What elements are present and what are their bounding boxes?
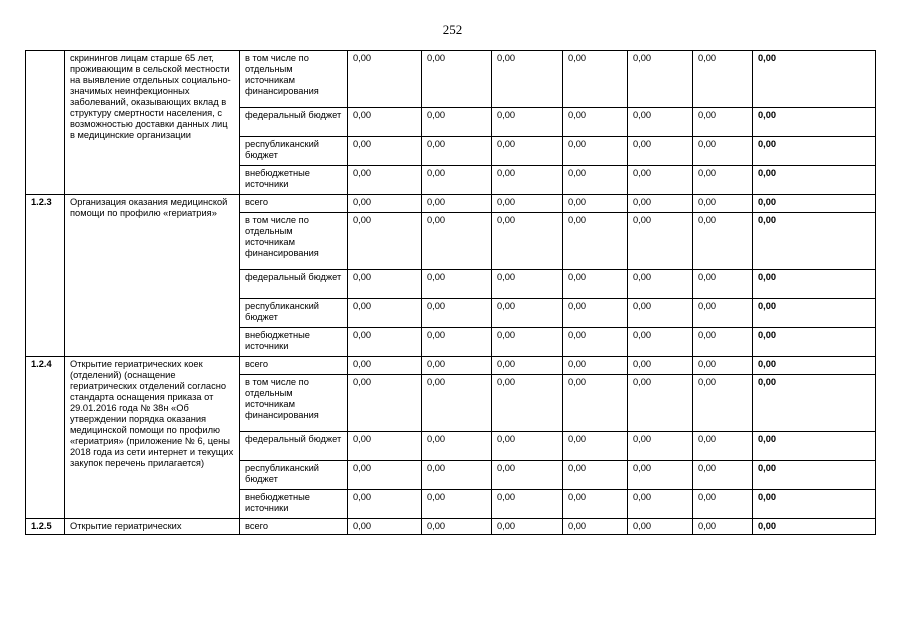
funding-source-label: республиканский бюджет xyxy=(240,461,348,490)
amount-total-cell: 0,00 xyxy=(753,519,876,535)
amount-total-cell: 0,00 xyxy=(753,166,876,195)
item-description: Организация оказания медицинской помощи по профилю «гериатрия» xyxy=(65,195,240,357)
amount-cell: 0,00 xyxy=(492,490,563,519)
amount-total-cell: 0,00 xyxy=(753,357,876,375)
funding-source-label: всего xyxy=(240,195,348,213)
item-description: Открытие гериатрических коек (отделений) (оснащение гериатрических отделений согласно стандарта оснащения приказа от 29.01.2016 года № 38н «Об утверждении порядка оказания медицинской помощи по профилю «гериатрия» (приложение № 6, цены 2018 года из сети интернет и текущих закупок перечень прилагается) xyxy=(65,357,240,519)
amount-cell: 0,00 xyxy=(693,432,753,461)
amount-cell: 0,00 xyxy=(348,432,422,461)
amount-cell: 0,00 xyxy=(422,137,492,166)
amount-cell: 0,00 xyxy=(563,328,628,357)
amount-total-cell: 0,00 xyxy=(753,375,876,432)
amount-cell: 0,00 xyxy=(563,299,628,328)
amount-total-cell: 0,00 xyxy=(753,461,876,490)
amount-cell: 0,00 xyxy=(693,137,753,166)
amount-cell: 0,00 xyxy=(422,299,492,328)
amount-cell: 0,00 xyxy=(348,519,422,535)
amount-cell: 0,00 xyxy=(348,213,422,270)
amount-total-cell: 0,00 xyxy=(753,51,876,108)
amount-total-cell: 0,00 xyxy=(753,328,876,357)
amount-cell: 0,00 xyxy=(492,375,563,432)
funding-source-label: всего xyxy=(240,357,348,375)
amount-cell: 0,00 xyxy=(348,166,422,195)
amount-cell: 0,00 xyxy=(693,166,753,195)
amount-cell: 0,00 xyxy=(563,490,628,519)
amount-cell: 0,00 xyxy=(628,328,693,357)
amount-cell: 0,00 xyxy=(563,195,628,213)
amount-total-cell: 0,00 xyxy=(753,195,876,213)
amount-cell: 0,00 xyxy=(693,357,753,375)
amount-cell: 0,00 xyxy=(492,299,563,328)
funding-source-label: внебюджетные источники xyxy=(240,328,348,357)
table-row xyxy=(26,195,876,213)
funding-source-label: республиканский бюджет xyxy=(240,299,348,328)
amount-cell: 0,00 xyxy=(422,51,492,108)
amount-total-cell: 0,00 xyxy=(753,432,876,461)
amount-cell: 0,00 xyxy=(628,519,693,535)
amount-cell: 0,00 xyxy=(492,432,563,461)
amount-cell: 0,00 xyxy=(422,213,492,270)
amount-cell: 0,00 xyxy=(628,270,693,299)
amount-cell: 0,00 xyxy=(628,299,693,328)
amount-cell: 0,00 xyxy=(563,51,628,108)
funding-source-label: внебюджетные источники xyxy=(240,166,348,195)
item-number xyxy=(26,51,65,195)
amount-cell: 0,00 xyxy=(628,432,693,461)
amount-cell: 0,00 xyxy=(628,490,693,519)
amount-cell: 0,00 xyxy=(693,490,753,519)
amount-cell: 0,00 xyxy=(348,375,422,432)
amount-total-cell: 0,00 xyxy=(753,299,876,328)
amount-cell: 0,00 xyxy=(693,108,753,137)
amount-cell: 0,00 xyxy=(422,432,492,461)
amount-cell: 0,00 xyxy=(693,519,753,535)
amount-total-cell: 0,00 xyxy=(753,213,876,270)
amount-cell: 0,00 xyxy=(563,357,628,375)
funding-source-label: федеральный бюджет xyxy=(240,108,348,137)
amount-cell: 0,00 xyxy=(422,461,492,490)
budget-table xyxy=(25,50,876,535)
amount-cell: 0,00 xyxy=(348,51,422,108)
amount-cell: 0,00 xyxy=(422,166,492,195)
amount-cell: 0,00 xyxy=(693,461,753,490)
funding-source-label: федеральный бюджет xyxy=(240,432,348,461)
amount-total-cell: 0,00 xyxy=(753,108,876,137)
amount-cell: 0,00 xyxy=(563,519,628,535)
amount-cell: 0,00 xyxy=(492,357,563,375)
amount-cell: 0,00 xyxy=(693,375,753,432)
item-number: 1.2.5 xyxy=(26,519,65,535)
amount-cell: 0,00 xyxy=(492,137,563,166)
amount-cell: 0,00 xyxy=(492,195,563,213)
amount-cell: 0,00 xyxy=(563,461,628,490)
amount-cell: 0,00 xyxy=(563,137,628,166)
amount-cell: 0,00 xyxy=(348,328,422,357)
amount-cell: 0,00 xyxy=(492,461,563,490)
amount-total-cell: 0,00 xyxy=(753,490,876,519)
amount-cell: 0,00 xyxy=(348,270,422,299)
amount-cell: 0,00 xyxy=(492,213,563,270)
table-row xyxy=(26,357,876,375)
amount-total-cell: 0,00 xyxy=(753,270,876,299)
amount-total-cell: 0,00 xyxy=(753,137,876,166)
amount-cell: 0,00 xyxy=(693,213,753,270)
amount-cell: 0,00 xyxy=(348,461,422,490)
amount-cell: 0,00 xyxy=(422,328,492,357)
amount-cell: 0,00 xyxy=(492,108,563,137)
amount-cell: 0,00 xyxy=(693,195,753,213)
amount-cell: 0,00 xyxy=(563,375,628,432)
amount-cell: 0,00 xyxy=(422,375,492,432)
amount-cell: 0,00 xyxy=(628,375,693,432)
item-number: 1.2.3 xyxy=(26,195,65,357)
amount-cell: 0,00 xyxy=(492,270,563,299)
amount-cell: 0,00 xyxy=(422,519,492,535)
amount-cell: 0,00 xyxy=(422,490,492,519)
amount-cell: 0,00 xyxy=(348,299,422,328)
item-number: 1.2.4 xyxy=(26,357,65,519)
funding-source-label: в том числе по отдельным источникам финансирования xyxy=(240,375,348,432)
funding-source-label: в том числе по отдельным источникам финансирования xyxy=(240,51,348,108)
funding-source-label: федеральный бюджет xyxy=(240,270,348,299)
table-row xyxy=(26,51,876,108)
amount-cell: 0,00 xyxy=(563,213,628,270)
amount-cell: 0,00 xyxy=(628,213,693,270)
amount-cell: 0,00 xyxy=(628,137,693,166)
funding-source-label: республиканский бюджет xyxy=(240,137,348,166)
amount-cell: 0,00 xyxy=(693,299,753,328)
amount-cell: 0,00 xyxy=(422,195,492,213)
amount-cell: 0,00 xyxy=(693,270,753,299)
amount-cell: 0,00 xyxy=(693,328,753,357)
item-description: Открытие гериатрических xyxy=(65,519,240,535)
amount-cell: 0,00 xyxy=(563,166,628,195)
amount-cell: 0,00 xyxy=(348,195,422,213)
amount-cell: 0,00 xyxy=(693,51,753,108)
amount-cell: 0,00 xyxy=(348,357,422,375)
amount-cell: 0,00 xyxy=(628,166,693,195)
amount-cell: 0,00 xyxy=(422,357,492,375)
amount-cell: 0,00 xyxy=(422,270,492,299)
amount-cell: 0,00 xyxy=(563,432,628,461)
amount-cell: 0,00 xyxy=(563,108,628,137)
table-row xyxy=(26,519,876,535)
funding-source-label: внебюджетные источники xyxy=(240,490,348,519)
amount-cell: 0,00 xyxy=(348,108,422,137)
amount-cell: 0,00 xyxy=(422,108,492,137)
amount-cell: 0,00 xyxy=(563,270,628,299)
amount-cell: 0,00 xyxy=(628,357,693,375)
amount-cell: 0,00 xyxy=(628,195,693,213)
amount-cell: 0,00 xyxy=(348,137,422,166)
amount-cell: 0,00 xyxy=(492,51,563,108)
funding-source-label: в том числе по отдельным источникам финансирования xyxy=(240,213,348,270)
funding-source-label: всего xyxy=(240,519,348,535)
amount-cell: 0,00 xyxy=(628,51,693,108)
amount-cell: 0,00 xyxy=(628,108,693,137)
item-description: скринингов лицам старше 65 лет, проживающим в сельской местности на выявление отдельных социально-значимых неинфекционных заболеваний, оказывающих вклад в структуру смертности населения, с возможностью доставки данных лиц в медицинские организации xyxy=(65,51,240,195)
amount-cell: 0,00 xyxy=(492,166,563,195)
amount-cell: 0,00 xyxy=(348,490,422,519)
amount-cell: 0,00 xyxy=(492,328,563,357)
amount-cell: 0,00 xyxy=(492,519,563,535)
page-number: 252 xyxy=(442,22,463,37)
amount-cell: 0,00 xyxy=(628,461,693,490)
